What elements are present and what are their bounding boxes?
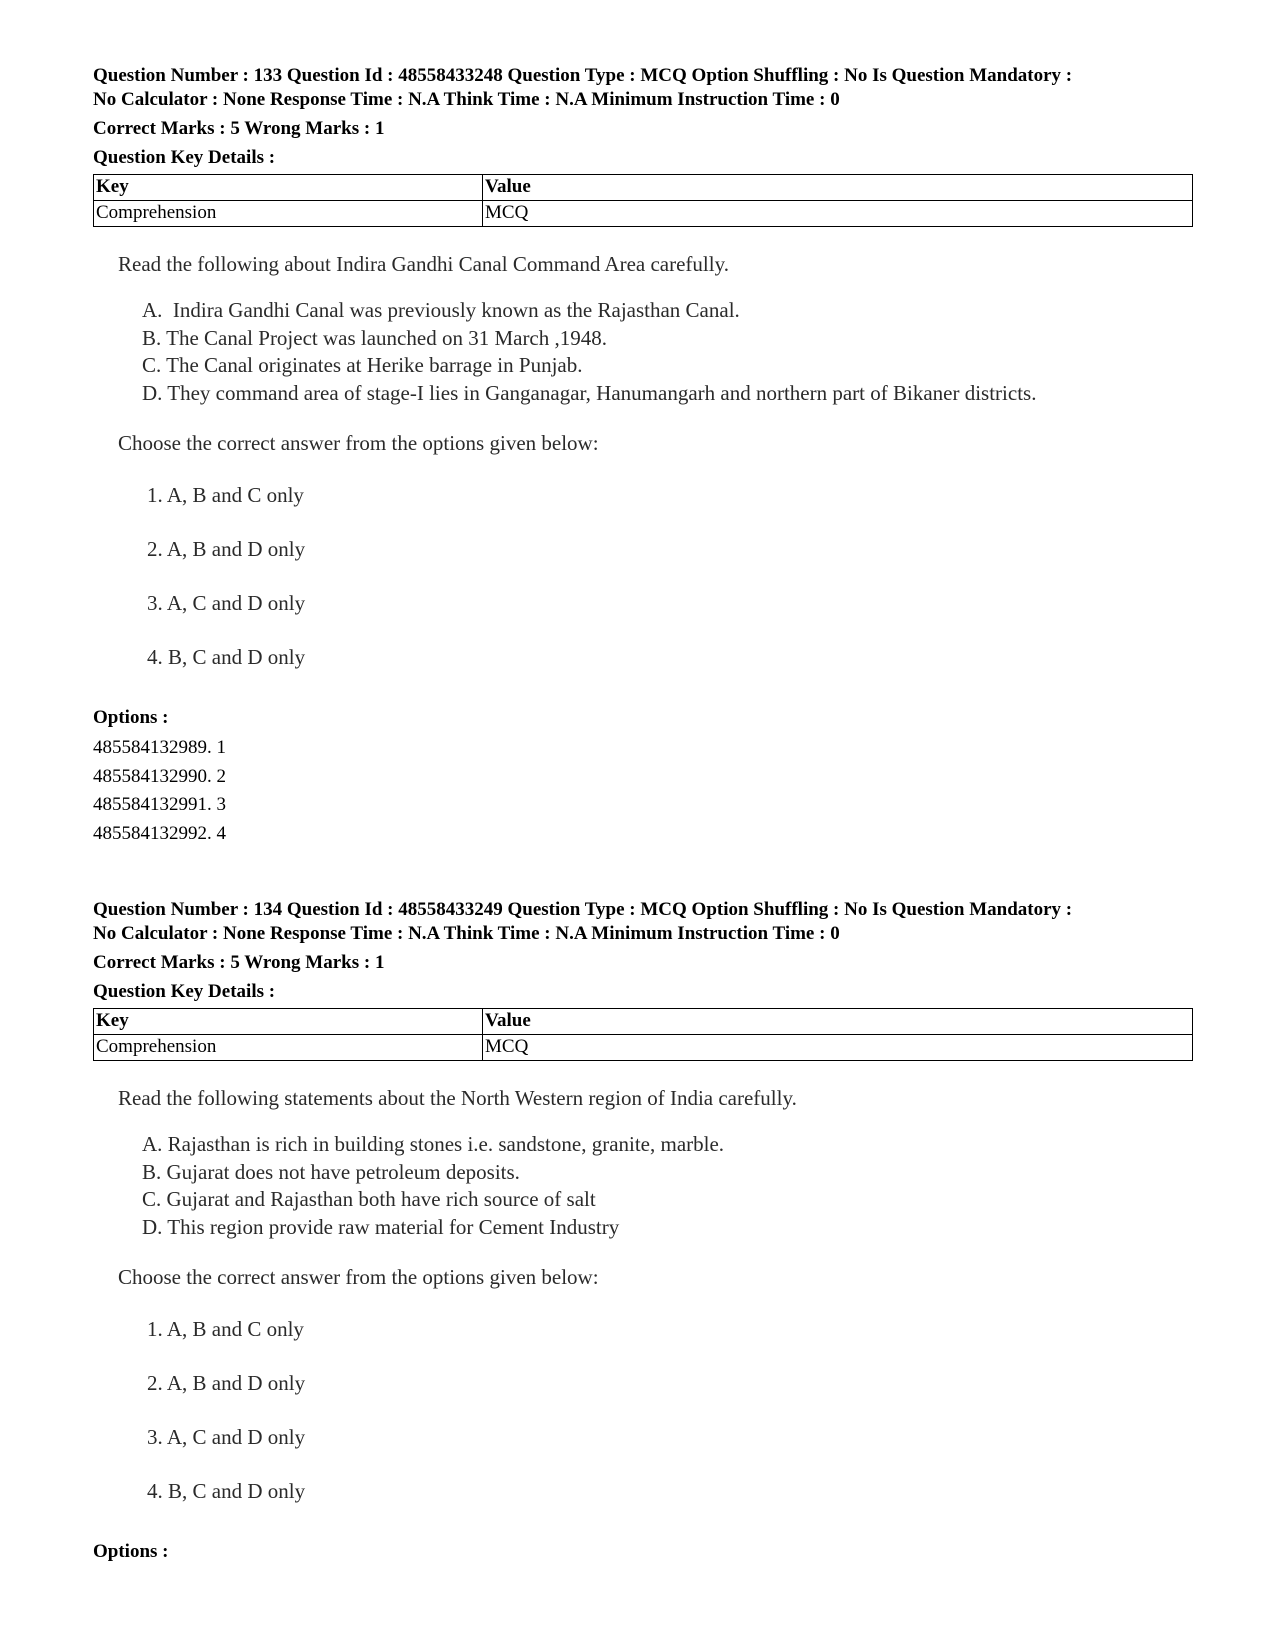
choice-item: 2. A, B and D only [147,1371,306,1395]
options-label: Options : [93,1541,169,1562]
key-table-row [94,1035,1193,1061]
statement-item: B. The Canal Project was launched on 31 March ,1948. [142,325,608,350]
options-list [93,734,1193,848]
statement-item: C. The Canal originates at Herike barrage in Punjab. [142,353,583,377]
question-meta-line-1: Question Number : 133 Question Id : 48558433248 Question Type : MCQ Option Shuffling : No Is Question Mandatory : [93,65,1073,86]
statement-item: D. They command area of stage-I lies in Ganganagar, Hanumangarh and northern part of Bikaner districts. [142,380,1037,405]
question-meta-line-2: No Calculator : None Response Time : N.A Think Time : N.A Minimum Instruction Time : 0 [93,89,840,110]
key-details-label: Question Key Details : [93,147,276,168]
option-item: 485584132992. 4 [93,822,226,844]
question-text [118,1085,1193,1532]
question-intro: Read the following statements about the North Western region of India carefully. [118,1086,797,1110]
marks-line: Correct Marks : 5 Wrong Marks : 1 [93,118,385,139]
statement-item: D. This region provide raw material for Cement Industry [142,1214,620,1239]
statement-item: C. Gujarat and Rajasthan both have rich source of salt [142,1187,596,1211]
question-text [118,251,1193,698]
marks-line: Correct Marks : 5 Wrong Marks : 1 [93,952,385,973]
choice-item: 4. B, C and D only [147,1479,306,1503]
options-label: Options : [93,707,169,728]
option-item: 485584132990. 2 [93,765,226,787]
question-meta [93,64,1193,112]
key-details-table [93,1008,1193,1061]
question-block-133 [93,64,1193,848]
statement-list [142,297,1193,407]
question-meta-line-1: Question Number : 134 Question Id : 48558433249 Question Type : MCQ Option Shuffling : No Is Question Mandatory : [93,899,1073,920]
value-header-cell: Value [483,175,1193,201]
question-block-134 [93,898,1193,1564]
choice-list [147,482,1193,698]
statement-item: A. Indira Gandhi Canal was previously known as the Rajasthan Canal. [142,298,740,322]
key-table-header-row [94,1009,1193,1035]
choose-instruction: Choose the correct answer from the options given below: [118,431,599,455]
choice-item: 4. B, C and D only [147,645,306,669]
statement-list [142,1131,1193,1241]
key-table-header-row [94,175,1193,201]
option-item: 485584132991. 3 [93,794,226,815]
choose-instruction: Choose the correct answer from the options given below: [118,1265,599,1289]
choice-list [147,1316,1193,1532]
value-cell: MCQ [483,201,1193,227]
question-meta-line-2: No Calculator : None Response Time : N.A Think Time : N.A Minimum Instruction Time : 0 [93,923,840,944]
choice-item: 3. A, C and D only [147,1425,306,1449]
key-header-cell: Key [94,175,483,201]
choice-item: 3. A, C and D only [147,591,306,615]
value-header-cell: Value [483,1009,1193,1035]
key-cell: Comprehension [94,1035,483,1061]
choice-item: 2. A, B and D only [147,537,306,561]
question-intro: Read the following about Indira Gandhi Canal Command Area carefully. [118,252,729,276]
choice-item: 1. A, B and C only [147,483,304,507]
statement-item: B. Gujarat does not have petroleum deposits. [142,1159,520,1184]
statement-item: A. Rajasthan is rich in building stones i.e. sandstone, granite, marble. [142,1132,725,1156]
key-details-label: Question Key Details : [93,981,276,1002]
key-table-row [94,201,1193,227]
question-meta [93,898,1193,946]
option-item: 485584132989. 1 [93,737,226,758]
key-cell: Comprehension [94,201,483,227]
key-details-table [93,174,1193,227]
value-cell: MCQ [483,1035,1193,1061]
choice-item: 1. A, B and C only [147,1317,304,1341]
key-header-cell: Key [94,1009,483,1035]
